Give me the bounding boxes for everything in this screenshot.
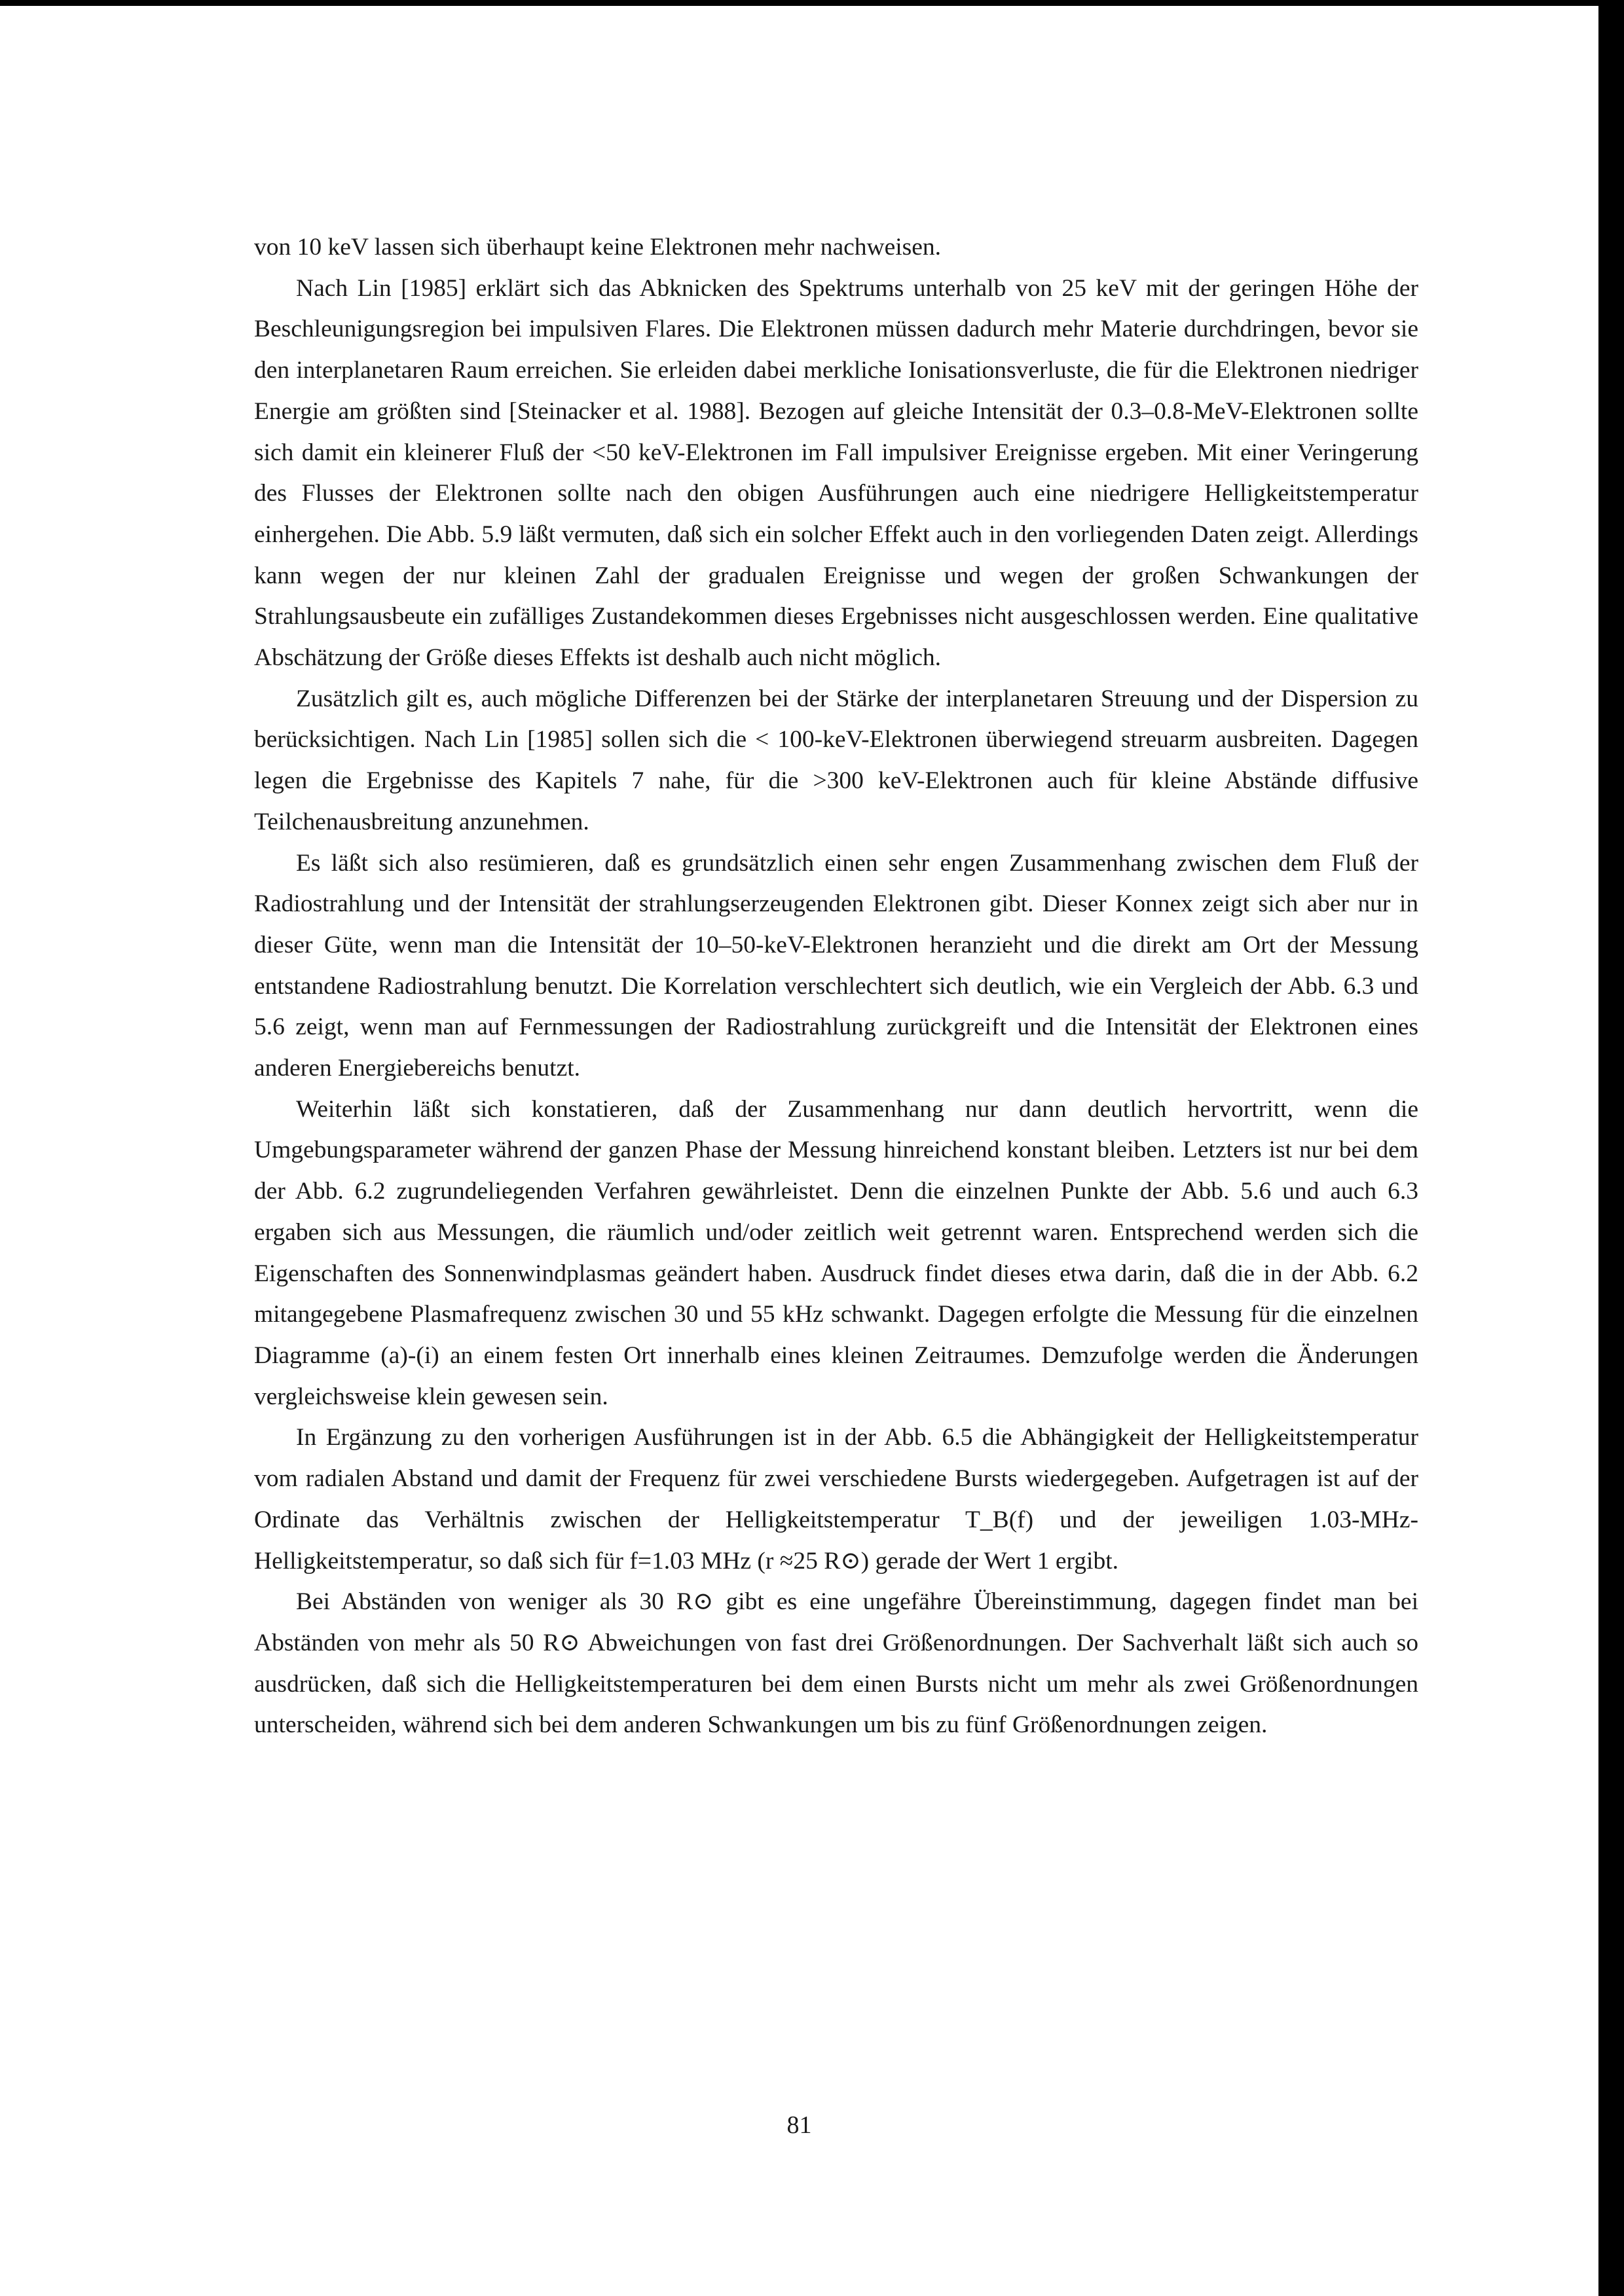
paragraph-7: Bei Abständen von weniger als 30 R⊙ gibt es eine ungefähre Übereinstimmung, dagegen findet man bei Abständen von mehr als 50 R⊙ Abweichungen von fast drei Größenordnungen. Der Sachverhalt läßt sich auch so ausdrücken, daß sich die Helligkeitstemperaturen bei dem einen Bursts nicht um mehr als zwei Größenordnungen unterscheiden, während sich bei dem anderen Schwankungen um bis zu fünf Größenordnungen zeigen. [254,1588,1418,1739]
document-page [0,6,1598,2296]
paragraph-2: Nach Lin [1985] erklärt sich das Abknicken des Spektrums unterhalb von 25 keV mit der geringen Höhe der Beschleunigungsregion bei impulsiven Flares. Die Elektronen müssen dadurch mehr Materie durchdringen, bevor sie den interplanetaren Raum erreichen. Sie erleiden dabei merkliche Ionisationsverluste, die für die Elektronen niedriger Energie am größten sind [Steinacker et al. 1988]. Bezogen auf gleiche Intensität der 0.3–0.8-MeV-Elektronen sollte sich damit ein kleinerer Fluß der <50 keV-Elektronen im Fall impulsiver Ereignisse ergeben. Mit einer Veringerung des Flusses der Elektronen sollte nach den obigen Ausführungen auch eine niedrigere Helligkeitstemperatur einhergehen. Die Abb. 5.9 läßt vermuten, daß sich ein solcher Effekt auch in den vorliegenden Daten zeigt. Allerdings kann wegen der nur kleinen Zahl der gradualen Ereignisse und wegen der großen Schwankungen der Strahlungsausbeute ein zufälliges Zustandekommen dieses Ergebnisses nicht ausgeschlossen werden. Eine qualitative Abschätzung der Größe dieses Effekts ist deshalb auch nicht möglich. [254,274,1418,672]
body-text [254,227,1418,1746]
paragraph-4: Es läßt sich also resümieren, daß es grundsätzlich einen sehr engen Zusammenhang zwischen dem Fluß der Radiostrahlung und der Intensität der strahlungserzeugenden Elektronen gibt. Dieser Konnex zeigt sich aber nur in dieser Güte, wenn man die Intensität der 10–50-keV-Elektronen heranzieht und die direkt am Ort der Messung entstandene Radiostrahlung benutzt. Die Korrelation verschlechtert sich deutlich, wie ein Vergleich der Abb. 6.3 und 5.6 zeigt, wenn man auf Fernmessungen der Radiostrahlung zurückgreift und die Intensität der Elektronen eines anderen Energiebereichs benutzt. [254,849,1418,1082]
paragraph-6: In Ergänzung zu den vorherigen Ausführungen ist in der Abb. 6.5 die Abhängigkeit der Helligkeitstemperatur vom radialen Abstand und damit der Frequenz für zwei verschiedene Bursts wiedergegeben. Aufgetragen ist auf der Ordinate das Verhältnis zwischen der Helligkeitstemperatur T_B(f) und der jeweiligen 1.03-MHz-Helligkeitstemperatur, so daß sich für f=1.03 MHz (r ≈25 R⊙) gerade der Wert 1 ergibt. [254,1424,1418,1575]
paragraph-1: von 10 keV lassen sich überhaupt keine Elektronen mehr nachweisen. [254,234,941,261]
paragraph-3: Zusätzlich gilt es, auch mögliche Differenzen bei der Stärke der interplanetaren Streuung und der Dispersion zu berücksichtigen. Nach Lin [1985] sollen sich die < 100-keV-Elektronen überwiegend streuarm ausbreiten. Dagegen legen die Ergebnisse des Kapitels 7 nahe, für die >300 keV-Elektronen auch für kleine Abstände diffusive Teilchenausbreitung anzunehmen. [254,685,1418,835]
paragraph-5: Weiterhin läßt sich konstatieren, daß der Zusammenhang nur dann deutlich hervortritt, wenn die Umgebungsparameter während der ganzen Phase der Messung hinreichend konstant bleiben. Letzters ist nur bei dem der Abb. 6.2 zugrundeliegenden Verfahren gewährleistet. Denn die einzelnen Punkte der Abb. 5.6 und auch 6.3 ergaben sich aus Messungen, die räumlich und/oder zeitlich weit getrennt waren. Entsprechend werden sich die Eigenschaften des Sonnenwindplasmas geändert haben. Ausdruck findet dieses etwa darin, daß die in der Abb. 6.2 mitangegebene Plasmafrequenz zwischen 30 und 55 kHz schwankt. Dagegen erfolgte die Messung für die einzelnen Diagramme (a)-(i) an einem festen Ort innerhalb eines kleinen Zeitraumes. Demzufolge werden die Änderungen vergleichsweise klein gewesen sein. [254,1095,1418,1410]
page-number: 81 [786,2111,812,2139]
